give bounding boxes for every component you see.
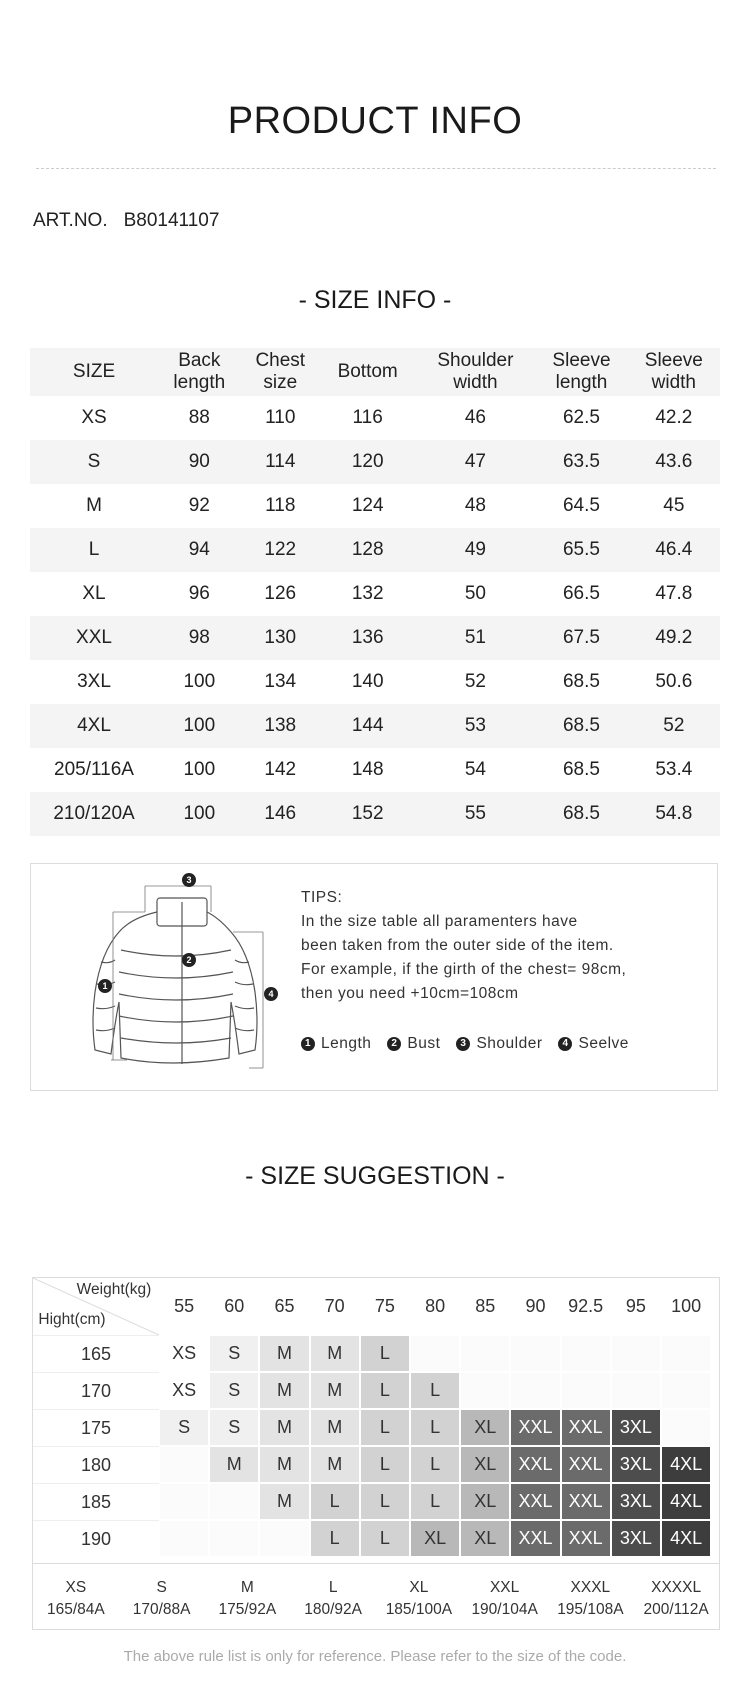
jacket-diagram (61, 872, 274, 1082)
size-cell: L (410, 1483, 460, 1520)
size-cell: M (310, 1409, 360, 1446)
size-cell: L (360, 1520, 410, 1557)
size-code-value: 195/108A (557, 1601, 624, 1618)
size-cell: L (410, 1446, 460, 1483)
tips-line: been taken from the outer side of the item. (301, 937, 614, 954)
size-cell: 4XL (661, 1520, 711, 1557)
table-cell: 88 (188, 407, 210, 428)
size-cell: XL (460, 1520, 510, 1557)
weight-header: 100 (671, 1296, 702, 1316)
tips-line: then you need +10cm=108cm (301, 985, 519, 1002)
table-cell: 136 (351, 627, 384, 648)
weight-header: 80 (425, 1296, 446, 1316)
weight-header: 85 (475, 1296, 496, 1316)
table-row (30, 572, 720, 616)
header-line: length (173, 372, 226, 393)
size-cell: 3XL (611, 1483, 661, 1520)
size-cell: S (209, 1409, 259, 1446)
size-cell: S (209, 1372, 259, 1409)
table-cell: 114 (265, 451, 296, 472)
header-line: Bottom (337, 361, 398, 382)
title-divider (36, 168, 716, 169)
table-cell: 50.6 (655, 671, 693, 692)
header-line: length (555, 372, 608, 393)
size-code-label: L (328, 1579, 338, 1596)
size-cell (159, 1446, 209, 1483)
tips-box (30, 863, 718, 1091)
table-cell: 49 (464, 539, 486, 560)
size-table-header (415, 348, 535, 396)
size-code-value: 200/112A (643, 1601, 709, 1618)
size-cell: XL (460, 1446, 510, 1483)
header-line: Sleeve (552, 350, 611, 371)
size-table-header (535, 348, 627, 396)
tips-line: In the size table all paramenters have (301, 913, 578, 930)
svg-text:2: 2 (186, 955, 192, 965)
grid-footer-divider (33, 1563, 719, 1564)
article-number (33, 210, 235, 232)
size-cell (209, 1520, 259, 1557)
size-cell: XL (460, 1409, 510, 1446)
size-cell: XXL (561, 1520, 611, 1557)
table-cell: 65.5 (562, 539, 600, 560)
legend-label: Shoulder (476, 1035, 543, 1052)
size-cell: XXL (510, 1483, 560, 1520)
tips-label: TIPS: (301, 889, 343, 906)
size-cell: 4XL (661, 1483, 711, 1520)
table-cell: L (88, 539, 100, 560)
table-cell: 148 (351, 759, 384, 780)
size-cell: S (159, 1409, 209, 1446)
size-cell (510, 1335, 560, 1372)
table-cell: 132 (351, 583, 384, 604)
weight-header: 70 (324, 1296, 345, 1316)
size-code-label: S (156, 1579, 167, 1596)
table-cell: XS (81, 407, 107, 428)
legend-item (387, 1035, 440, 1053)
table-cell: 134 (264, 671, 297, 692)
table-cell: 92 (188, 495, 210, 516)
article-label: ART.NO. (33, 210, 108, 231)
table-row (30, 748, 720, 792)
weight-header: 95 (625, 1296, 646, 1316)
size-cell: 3XL (611, 1409, 661, 1446)
size-cell: M (259, 1335, 309, 1372)
table-cell: 46 (464, 407, 486, 428)
table-cell: 43.6 (655, 451, 693, 472)
legend-item (301, 1035, 371, 1053)
table-cell: 53 (464, 715, 486, 736)
table-row (30, 528, 720, 572)
table-cell: S (87, 451, 101, 472)
table-cell: 100 (183, 671, 216, 692)
size-cell: M (209, 1446, 259, 1483)
table-cell: 116 (352, 407, 383, 428)
size-cell: L (360, 1446, 410, 1483)
size-code-value: 170/88A (132, 1601, 191, 1618)
size-cell: XL (410, 1520, 460, 1557)
legend-item (558, 1035, 628, 1053)
weight-header: 92.5 (568, 1296, 604, 1316)
size-cell: S (209, 1335, 259, 1372)
size-cell (460, 1335, 510, 1372)
header-line: SIZE (72, 361, 116, 382)
size-table (30, 348, 720, 836)
size-cell (510, 1372, 560, 1409)
table-cell: 120 (351, 451, 384, 472)
header-line: Chest (255, 350, 306, 371)
measure-legend (301, 1035, 629, 1053)
size-code-label: XS (65, 1579, 87, 1596)
table-cell: 45 (663, 495, 685, 516)
height-header: 165 (33, 1335, 159, 1372)
size-cell (661, 1372, 711, 1409)
size-suggestion-title: - SIZE SUGGESTION - (245, 1162, 505, 1190)
header-line: width (651, 372, 696, 393)
table-cell: 152 (351, 803, 384, 824)
header-line: size (263, 372, 298, 393)
size-cell: XXL (510, 1520, 560, 1557)
size-cell: XXL (510, 1446, 560, 1483)
size-cell: L (360, 1483, 410, 1520)
size-cell (159, 1520, 209, 1557)
table-cell: 62.5 (562, 407, 600, 428)
size-cell: M (310, 1335, 360, 1372)
table-cell: 48 (464, 495, 486, 516)
table-cell: 98 (188, 627, 210, 648)
size-cell (460, 1372, 510, 1409)
table-row (30, 396, 720, 440)
table-cell: 126 (264, 583, 297, 604)
height-header: 185 (33, 1483, 159, 1520)
table-cell: 100 (183, 803, 216, 824)
table-cell: 68.5 (562, 803, 600, 824)
table-cell: 138 (264, 715, 297, 736)
size-table-header (628, 348, 720, 396)
table-cell: 100 (183, 715, 216, 736)
height-header: 170 (33, 1372, 159, 1409)
size-code-label: M (240, 1579, 254, 1596)
table-row (30, 704, 720, 748)
height-header: 175 (33, 1409, 159, 1446)
size-code-label: XXL (489, 1579, 520, 1596)
size-cell (561, 1335, 611, 1372)
table-row (30, 484, 720, 528)
table-cell: 50 (464, 583, 486, 604)
size-cell (259, 1520, 309, 1557)
size-cell: 3XL (611, 1520, 661, 1557)
table-cell: 128 (351, 539, 384, 560)
size-cell (561, 1372, 611, 1409)
size-table-header (30, 348, 158, 396)
table-cell: 63.5 (562, 451, 600, 472)
size-cell: XXL (510, 1409, 560, 1446)
size-cell (661, 1409, 711, 1446)
size-cell: M (259, 1409, 309, 1446)
table-cell: 52 (464, 671, 486, 692)
size-cell: XXL (561, 1409, 611, 1446)
size-cell: XL (460, 1483, 510, 1520)
size-cell (611, 1372, 661, 1409)
size-code-value: 165/84A (47, 1601, 105, 1618)
size-code-value: 190/104A (471, 1601, 538, 1618)
table-cell: 94 (188, 539, 210, 560)
size-cell: 4XL (661, 1446, 711, 1483)
table-row (30, 440, 720, 484)
table-cell: 142 (264, 759, 297, 780)
header-line: Back (178, 350, 221, 371)
legend-item (456, 1035, 542, 1053)
table-cell: 4XL (77, 715, 111, 736)
size-cell: L (360, 1335, 410, 1372)
size-cell: L (310, 1520, 360, 1557)
table-cell: 3XL (77, 671, 111, 692)
legend-label: Seelve (578, 1035, 629, 1052)
size-cell: L (360, 1372, 410, 1409)
table-cell: 118 (265, 495, 296, 516)
table-cell: 66.5 (562, 583, 600, 604)
size-cell: XS (159, 1335, 209, 1372)
weight-header: 65 (274, 1296, 295, 1316)
size-cell (661, 1335, 711, 1372)
size-cell: XXL (561, 1483, 611, 1520)
table-cell: 210/120A (53, 803, 135, 824)
article-value: B80141107 (123, 210, 220, 231)
legend-label: Length (321, 1035, 372, 1052)
size-cell: M (259, 1483, 309, 1520)
table-cell: 49.2 (655, 627, 693, 648)
table-cell: 53.4 (655, 759, 693, 780)
size-table-header (241, 348, 320, 396)
size-code-label: XXXXL (651, 1579, 702, 1596)
size-cell: M (259, 1446, 309, 1483)
svg-text:4: 4 (268, 989, 274, 999)
table-cell: 110 (265, 407, 296, 428)
table-cell: 67.5 (562, 627, 600, 648)
legend-number: 3 (456, 1037, 470, 1051)
size-cell (209, 1483, 259, 1520)
table-cell: XL (82, 583, 106, 604)
size-cell: XXL (561, 1446, 611, 1483)
table-cell: 122 (264, 539, 297, 560)
table-cell: 96 (188, 583, 210, 604)
header-line: Sleeve (644, 350, 703, 371)
legend-number: 2 (387, 1037, 401, 1051)
table-cell: 47.8 (655, 583, 693, 604)
table-cell: 47 (464, 451, 486, 472)
legend-number: 4 (558, 1037, 572, 1051)
table-cell: 144 (351, 715, 384, 736)
svg-text:1: 1 (102, 981, 108, 991)
table-cell: 130 (264, 627, 297, 648)
table-cell: 68.5 (562, 759, 600, 780)
table-cell: 55 (464, 803, 486, 824)
size-cell: 3XL (611, 1446, 661, 1483)
table-row (30, 616, 720, 660)
size-cell: L (360, 1409, 410, 1446)
header-line: Shoulder (437, 350, 514, 371)
table-cell: 140 (351, 671, 384, 692)
legend-label: Bust (407, 1035, 441, 1052)
size-info-title: - SIZE INFO - (298, 286, 452, 314)
size-cell (410, 1335, 460, 1372)
svg-text:3: 3 (186, 875, 192, 885)
weight-header: 90 (525, 1296, 546, 1316)
table-cell: 46.4 (655, 539, 693, 560)
table-cell: 146 (264, 803, 297, 824)
weight-header: 75 (374, 1296, 395, 1316)
height-header: 190 (33, 1520, 159, 1557)
size-cell (611, 1335, 661, 1372)
height-axis-label: Hight(cm) (38, 1311, 106, 1328)
table-row (30, 660, 720, 704)
size-cell: L (310, 1483, 360, 1520)
size-cell: L (410, 1372, 460, 1409)
size-table-header (158, 348, 241, 396)
size-cell (159, 1483, 209, 1520)
size-cell: M (310, 1372, 360, 1409)
size-cell: XS (159, 1372, 209, 1409)
size-suggestion-grid (32, 1277, 720, 1630)
table-cell: 68.5 (562, 715, 600, 736)
table-cell: 124 (351, 495, 384, 516)
weight-header: 55 (174, 1296, 195, 1316)
size-code-value: 185/100A (385, 1601, 453, 1618)
table-cell: 64.5 (562, 495, 600, 516)
table-cell: 54 (464, 759, 486, 780)
table-cell: 52 (663, 715, 685, 736)
table-cell: M (86, 495, 102, 516)
size-code-label: XL (409, 1579, 429, 1596)
size-code-label: XXXL (570, 1579, 611, 1596)
table-cell: 42.2 (655, 407, 693, 428)
weight-axis-label: Weight(kg) (76, 1281, 152, 1298)
size-code-value: 175/92A (218, 1601, 277, 1618)
footnote: The above rule list is only for reference. Please refer to the size of the code. (123, 1648, 627, 1665)
table-cell: 100 (183, 759, 216, 780)
table-cell: XXL (76, 627, 112, 648)
page-title: PRODUCT INFO (227, 100, 523, 142)
legend-number: 1 (301, 1037, 315, 1051)
height-header: 180 (33, 1446, 159, 1483)
tips-line: For example, if the girth of the chest= 98cm, (301, 961, 627, 978)
table-cell: 54.8 (655, 803, 693, 824)
weight-header: 60 (224, 1296, 245, 1316)
table-row (30, 792, 720, 836)
size-table-header (320, 348, 416, 396)
table-cell: 90 (188, 451, 210, 472)
size-cell: M (310, 1446, 360, 1483)
size-code-value: 180/92A (304, 1601, 362, 1618)
table-cell: 205/116A (54, 759, 134, 780)
size-cell: L (410, 1409, 460, 1446)
table-cell: 51 (464, 627, 486, 648)
tips-text (301, 886, 626, 1006)
size-cell: M (259, 1372, 309, 1409)
header-line: width (453, 372, 498, 393)
table-cell: 68.5 (562, 671, 600, 692)
